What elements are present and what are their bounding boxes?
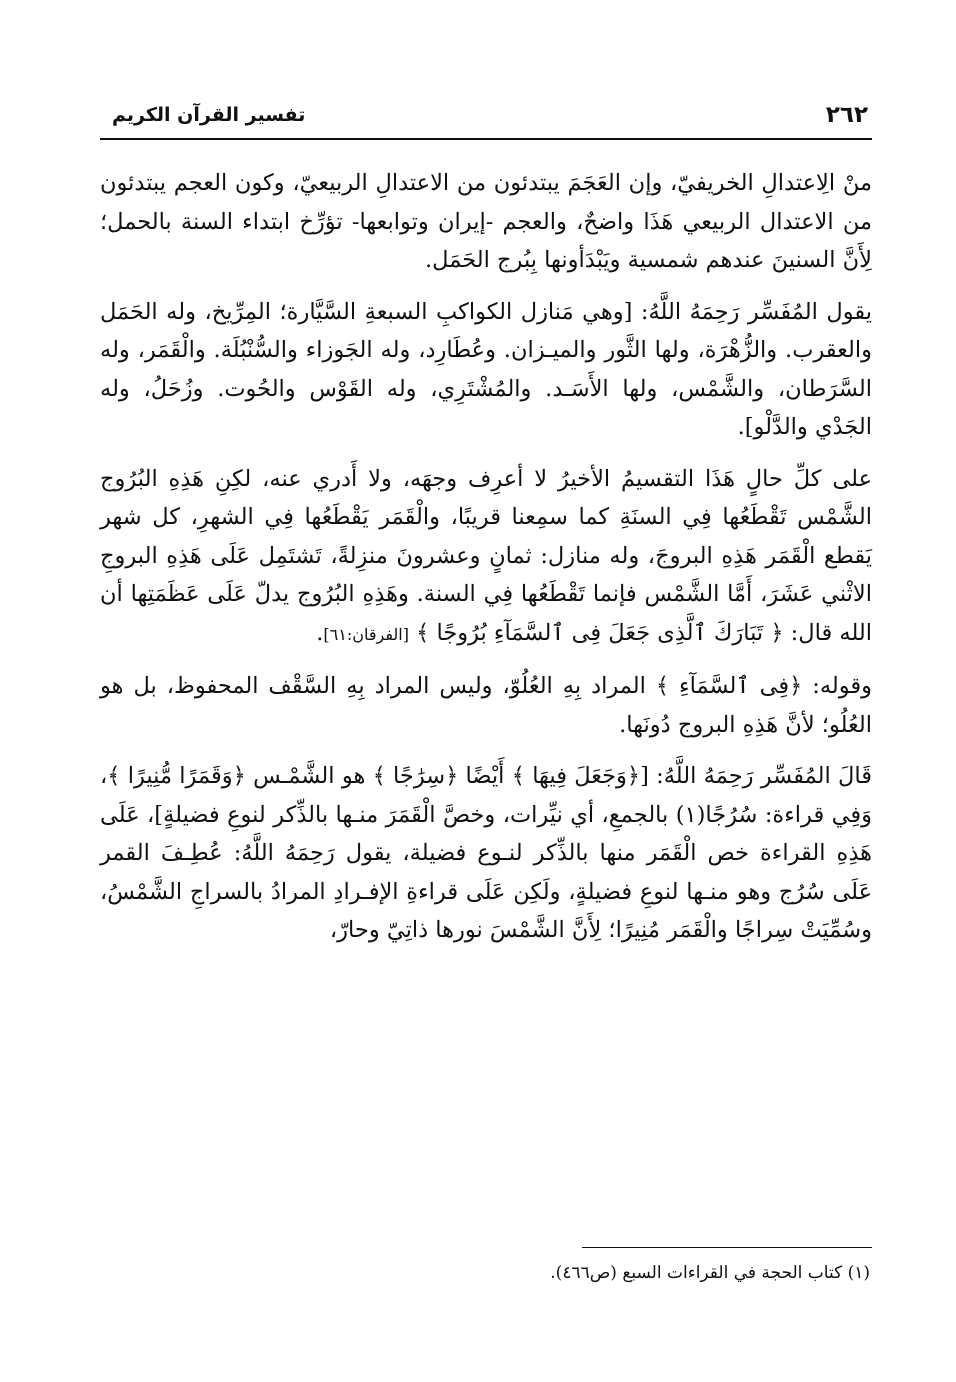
paragraph-3-text-before: على كلِّ حالٍ هَذَا التقسيمُ الأخيرُ لا أعرِف وجهَه، ولا أَدري عنه، لكِنِ هَذِهِ البُرُوج الشَّمْس تَقْطَعُها فِي السنَةِ كما سمِعنا قريبًا، والْقَمَر يَقْطَعُها فِي الشهرِ، كل شهر يَقطع الْقَمَر هَذِهِ البروجَ، وله منازل: ثمانٍ وعشرونَ منزِلةً، تَشتَمِل عَلَى هَذِهِ البروجِ الاثْني عَشَرَ، أَمَّا الشَّمْس فإنما تَقْطَعُها فِي السنة. وهَذِهِ البُرُوج يدلّ عَلَى عَظَمَتِها أن الله قال: bbox=[100, 465, 872, 646]
paragraph-3-text-after: . bbox=[316, 619, 324, 646]
body-text bbox=[100, 164, 872, 963]
paragraph-5: قَالَ المُفَسِّر رَحِمَهُ اللَّهُ: [﴿وَجَعَلَ فِيهَا ﴾ أَيْضًا ﴿سِرَٰجًا ﴾ هو الشَّمْـس ﴿وَقَمَرًا مُّنِيرًا ﴾، وَفِي قراءة: سُرُجًا(١) بالجمعِ، أي نيِّرات، وخصَّ الْقَمَرَ منـها بالذِّكر لنوعِ فضيلةٍ]، عَلَى هَذِهِ القراءة خص الْقَمَر منها بالذِّكر لنـوع فضيلة، يقول رَحِمَهُ اللَّهُ: عُطِـفَ القمر عَلَى سُرُج وهو منـها لنوعِ فضيلةٍ، ولَكِن عَلَى قراءةِ الإفـرادِ المرادُ بالسراجِ الشَّمْسُ، وسُمِّيَتْ سِراجًا والْقَمَر مُنِيرًا؛ لِأَنَّ الشَّمْسَ نورها ذاتِيّ وحارّ، bbox=[100, 763, 872, 943]
book-page bbox=[100, 96, 872, 1326]
paragraph-4-text-after: المراد بِهِ العُلُوّ، وليس المراد بِهِ السَّقْف المحفوظ، بل هو العُلُو؛ لأنَّ هَذِهِ البروج دُونَها. bbox=[100, 673, 872, 738]
paragraph-2: يقول المُفَسِّر رَحِمَهُ اللَّهُ: [وهي مَنازل الكواكبِ السبعةِ السَّيَّارة؛ المِرِّيخ، وله الحَمَل والعقرب. والزُّهْرَة، ولها الثَّور والميـزان. وعُطَارِد، وله الجَوزاء والسُّنْبُلَة. والْقَمَر، وله السَّرَطان، والشَّمْس، ولها الأَسَـد. والمُشْتَرِي، وله القَوْس والحُوت. وزُحَلُ، وله الجَدْي والدَّلْو]. bbox=[100, 298, 872, 440]
quran-verse: ﴿فِى ٱلسَّمَآءِ ﴾ bbox=[655, 673, 803, 699]
page-header bbox=[100, 96, 872, 140]
book-title: تفسير القرآن الكريم bbox=[112, 104, 306, 126]
paragraph-3 bbox=[100, 460, 872, 655]
footnote-divider bbox=[582, 1247, 872, 1248]
quran-verse: ﴿ تَبَارَكَ ٱلَّذِى جَعَلَ فِى ٱلسَّمَآءِ بُرُوجًا ﴾ bbox=[416, 619, 784, 646]
paragraph-4-text-before: وقوله: bbox=[802, 673, 872, 699]
paragraph-1: منْ الِاعتدالِ الخريفيّ، وإن العَجَمَ يبتدئون من الاعتدالِ الربيعيّ، وكون العجم يبتدئون من الاعتدال الربيعي هَذَا واضحٌ، والعجم -إيران وتوابعها- تؤرِّخ ابتداء السنة بالحمل؛ لِأَنَّ السنينَ عندهم شمسية ويَبْدَأونها بِبُرج الحَمَل. bbox=[100, 170, 872, 273]
footnote: (١) كتاب الحجة في القراءات السبع (ص٤٦٦). bbox=[550, 1263, 870, 1283]
verse-reference: [الفرقان:٦١] bbox=[323, 624, 409, 644]
page-number: ٢٦٢ bbox=[825, 102, 868, 128]
paragraph-4 bbox=[100, 667, 872, 744]
